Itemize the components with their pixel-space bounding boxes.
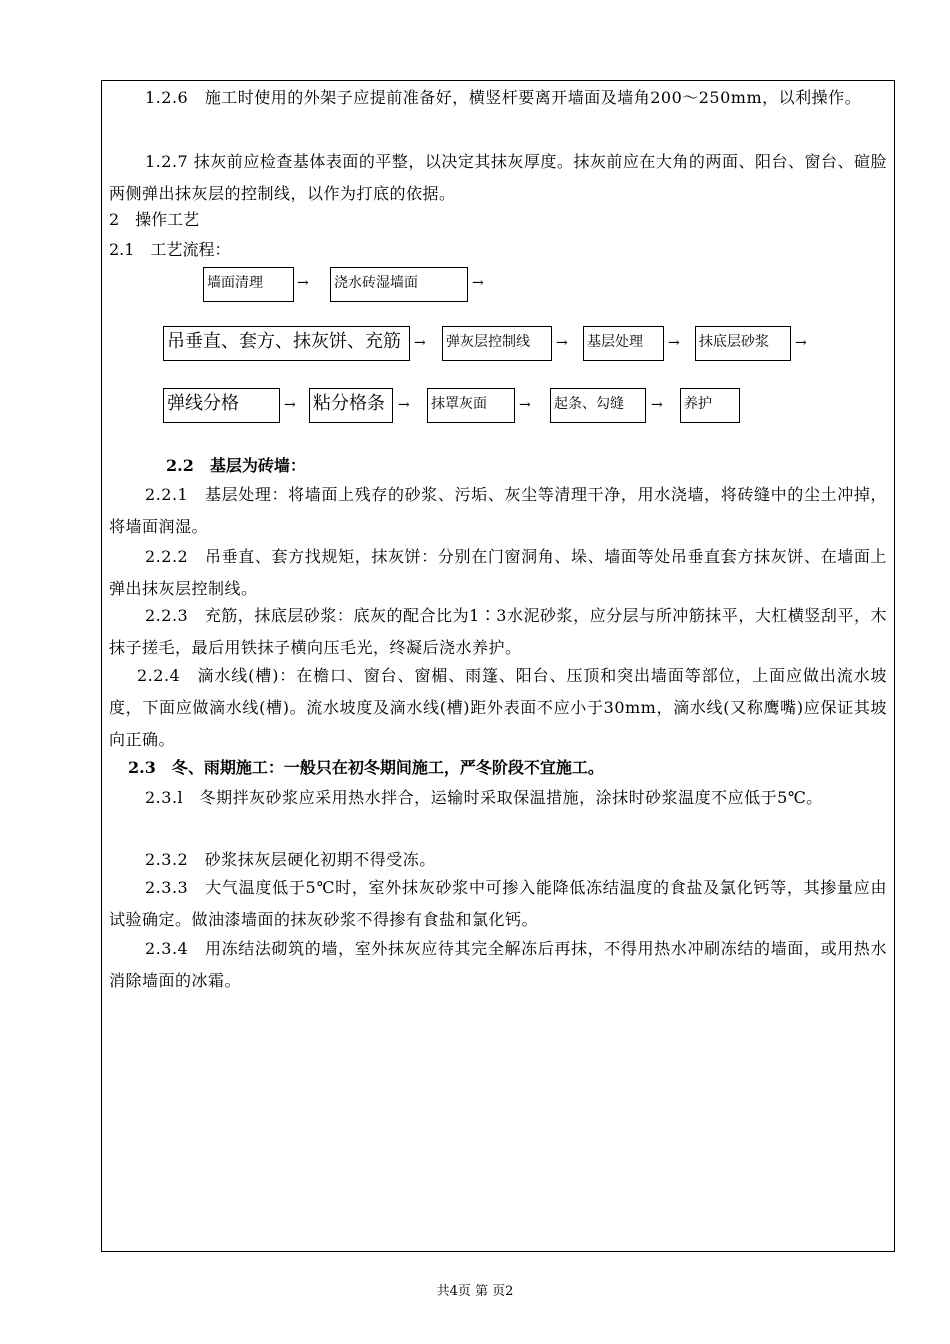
section-heading-2-2: 2.2 基层为砖墙： [166, 456, 306, 475]
flow-arrow: → [795, 335, 807, 351]
flow-arrow: → [472, 275, 484, 291]
paragraph-2-2-1: 2.2.1 基层处理：将墙面上残存的砂浆、污垢、灰尘等清理干净，用水浇墙，将砖缝中的尘土冲掉，将墙面润湿。 [109, 485, 887, 536]
paragraph-2-2-3: 2.2.3 充筋，抹底层砂浆：底灰的配合比为1∶3水泥砂浆，应分层与所冲筋抹平，大杠横竖刮平，木抹子搓毛，最后用铁抹子横向压毛光，终凝后浇水养护。 [109, 606, 887, 657]
paragraph-2-3-1: 2.3.l 冬期拌灰砂浆应采用热水拌合，运输时采取保温措施，涂抹时砂浆温度不应低于5℃。 [145, 788, 823, 807]
paragraph-2-2-2: 2.2.2 吊垂直、套方找规矩，抹灰饼：分别在门窗洞角、垛、墙面等处吊垂直套方抹灰饼、在墙面上弹出抹灰层控制线。 [109, 547, 887, 598]
flow-arrow: → [398, 397, 410, 413]
flow-arrow: → [284, 397, 296, 413]
section-heading-2-3: 2.3 冬、雨期施工：一般只在初冬期间施工，严冬阶段不宜施工。 [128, 758, 604, 777]
paragraph-2-3-3: 2.3.3 大气温度低于5℃时，室外抹灰砂浆中可掺入能降低冻结温度的食盐及氯化钙等，其掺量应由试验确定。做油漆墙面的抹灰砂浆不得掺有食盐和氯化钙。 [109, 878, 887, 929]
flow-arrow: → [668, 335, 680, 351]
flow-arrow: → [297, 275, 309, 291]
flow-step-stick-strips: 粘分格条 [309, 388, 393, 423]
page-footer: 共4页 第 页2 [436, 1284, 514, 1299]
flow-arrow: → [414, 335, 426, 351]
flow-step-divide-lines: 弹线分格 [163, 388, 280, 423]
paragraph-2-3-4: 2.3.4 用冻结法砌筑的墙，室外抹灰应待其完全解冻后再抹，不得用热水冲刷冻结的墙面，或用热水消除墙面的冰霜。 [109, 939, 887, 990]
flow-arrow: → [519, 397, 531, 413]
flow-arrow: → [556, 335, 568, 351]
flow-step-wet-wall: 浇水砖湿墙面 [330, 267, 468, 302]
paragraph-1-2-7: 1.2.7 抹灰前应检查基体表面的平整，以决定其抹灰厚度。抹灰前应在大角的两面、阳台、窗台、碹脸两侧弹出抹灰层的控制线，以作为打底的依据。 [109, 152, 887, 203]
flow-step-cover-coat: 抹罩灰面 [427, 388, 515, 423]
paragraph-1-2-6: 1.2.6 施工时使用的外架子应提前准备好，横竖杆要离开墙面及墙角200～250mm，以利操作。 [145, 88, 862, 107]
section-heading-2-1: 2.1 工艺流程： [109, 240, 231, 259]
flow-step-joint: 起条、勾缝 [550, 388, 646, 423]
flow-step-control-line: 弹灰层控制线 [442, 326, 552, 361]
flow-step-wall-clean: 墙面清理 [203, 267, 294, 302]
flow-step-base-treatment: 基层处理 [583, 326, 664, 361]
paragraph-2-2-4: 2.2.4 滴水线(槽)：在檐口、窗台、窗楣、雨篷、阳台、压顶和突出墙面等部位，上面应做出流水坡度，下面应做滴水线(槽)。流水坡度及滴水线(槽)距外表面不应小于30mm，滴水线(又称鹰嘴)应保证其坡向正确。 [109, 666, 887, 749]
paragraph-2-3-2: 2.3.2 砂浆抹灰层硬化初期不得受冻。 [145, 850, 436, 869]
flow-step-plumb: 吊垂直、套方、抹灰饼、充筋 [163, 326, 410, 361]
section-heading-2: 2 操作工艺 [109, 210, 200, 229]
flow-step-curing: 养护 [680, 388, 740, 423]
flow-step-base-mortar: 抹底层砂浆 [695, 326, 791, 361]
flow-arrow: → [651, 397, 663, 413]
